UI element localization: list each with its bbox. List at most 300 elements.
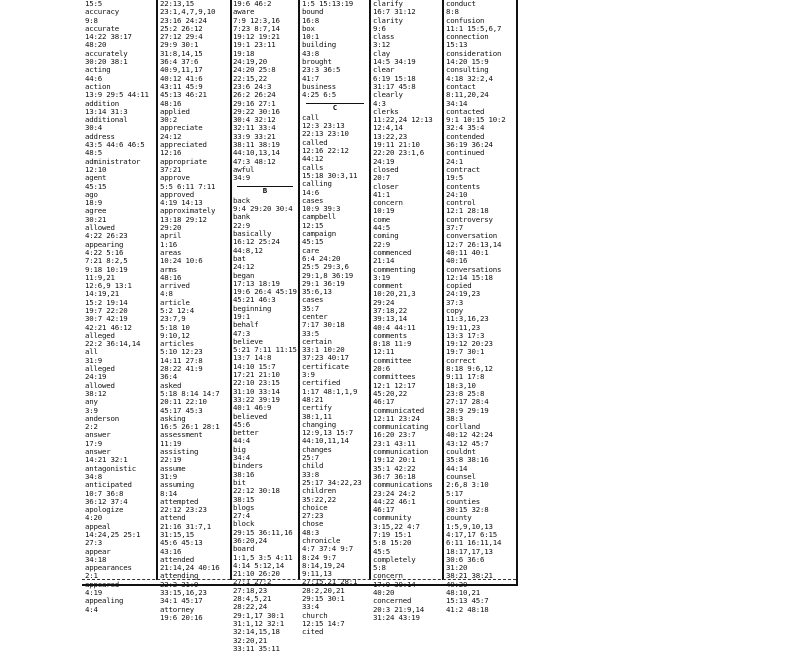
index-entry: 14:19,21: [85, 289, 119, 299]
index-entry: 40:4 44:11: [373, 322, 416, 332]
index-entry: arrived: [160, 281, 190, 291]
index-entry: 40:20: [446, 579, 468, 589]
index-page: [82, 0, 518, 653]
index-entry: 47:3 48:12: [233, 156, 276, 166]
index-entry: 18:17,17,13: [446, 546, 493, 556]
index-entry: bank: [233, 212, 250, 222]
index-entry: 8:11,20,24: [446, 90, 489, 100]
index-entry: 45:20,22: [373, 388, 407, 398]
index-entry: 2:2: [85, 422, 98, 432]
index-entry: 34:1 45:17: [160, 596, 203, 606]
index-entry: 22:13 23:10: [302, 129, 349, 139]
index-entry: appear: [85, 546, 111, 556]
index-entry: children: [302, 486, 336, 496]
index-entry: 40:12 41:6: [160, 73, 203, 83]
index-entry: 12:14 15:18: [446, 272, 493, 282]
index-entry: 29:15 36:11,16: [233, 527, 293, 537]
index-entry: 34:4: [233, 453, 250, 463]
index-entry: 19:11 21:10: [373, 140, 420, 150]
index-entry: big: [233, 444, 246, 454]
index-entry: clerks: [373, 106, 399, 116]
index-entry: agree: [85, 206, 107, 216]
index-entry: contended: [446, 131, 485, 141]
index-entry: 19:6 26:4 45:19: [233, 287, 297, 297]
index-entry: 5:17: [446, 488, 463, 498]
index-entry: 1:16: [160, 239, 177, 249]
index-entry: 5:8: [373, 563, 386, 573]
index-entry: county: [446, 513, 472, 523]
index-entry: business: [302, 81, 336, 91]
index-entry: call: [302, 112, 319, 122]
index-entry: chronicle: [302, 536, 341, 545]
index-entry: 23:1 43:11: [373, 438, 416, 448]
index-entry: 9:10,12: [160, 330, 190, 340]
index-entry: 30:20 38:1: [85, 57, 128, 67]
index-entry: 8:14: [160, 488, 177, 498]
index-entry: 27:1 27:2: [233, 577, 272, 587]
index-entry: 43:8: [302, 48, 319, 58]
index-entry: 13:3 17:3: [446, 330, 485, 340]
index-entry: 22:20 23:1,6: [373, 148, 424, 158]
index-entry: 15:2 19:14: [85, 297, 128, 307]
index-entry: 43:12 45:7: [446, 438, 489, 448]
index-entry: 19:12 20:1: [373, 455, 416, 465]
index-entry: better: [233, 428, 259, 438]
index-entry: consulting: [446, 65, 489, 75]
index-entry: 17:9: [85, 438, 102, 448]
index-entry: clearly: [373, 90, 403, 100]
index-entry: 28:22,24: [233, 602, 267, 612]
index-entry: 9:1 10:15 10:2: [446, 115, 506, 125]
index-entry: connection: [446, 32, 489, 42]
index-entry: 12:15: [302, 220, 324, 230]
index-entry: believed: [233, 411, 267, 421]
index-entry: 29:9 30:1: [160, 40, 199, 50]
index-entry: 23:16 24:24: [160, 15, 207, 25]
index-entry: 45:5: [373, 546, 390, 556]
index-entry: 32:20,21: [233, 635, 267, 645]
index-entry: 31:24 43:19: [373, 612, 420, 622]
index-column-4: [302, 0, 368, 637]
index-entry: 33:8: [302, 469, 319, 479]
index-entry: 1:1,5 3:5 4:11: [233, 552, 293, 562]
index-entry: 3:9: [302, 370, 315, 380]
index-entry: 19:1 23:11: [233, 40, 276, 50]
index-entry: attorney: [160, 604, 194, 614]
index-entry: 22:12 30:18: [233, 486, 280, 496]
index-entry: 7:9 12:3,16: [233, 15, 280, 25]
index-entry: campaign: [302, 229, 336, 239]
index-entry: calling: [302, 179, 332, 189]
index-entry: 40:1 46:9: [233, 403, 272, 413]
index-entry: brought: [302, 57, 332, 67]
index-entry: 45:6: [233, 419, 250, 429]
index-entry: 24:12: [160, 131, 182, 141]
index-entry: 33:9 33:21: [233, 131, 276, 141]
index-entry: 15:18 30:3,11: [302, 170, 358, 180]
index-entry: 12:16: [160, 148, 182, 158]
index-entry: addition: [85, 98, 119, 108]
index-entry: 44:14: [446, 463, 468, 473]
index-entry: 10:1: [302, 32, 319, 42]
column-rule: [298, 0, 300, 580]
index-entry: 22:2 36:14,14: [85, 339, 141, 349]
index-entry: 22:9: [233, 220, 250, 230]
index-entry: conduct: [446, 0, 476, 8]
index-entry: 29:20: [160, 223, 182, 233]
index-entry: 23:8 25:8: [446, 388, 485, 398]
index-entry: apologize: [85, 505, 124, 515]
index-entry: 23:1,4,7,9,10: [160, 7, 216, 17]
index-entry: 47:3: [233, 328, 250, 338]
index-entry: 9:6: [373, 23, 386, 33]
index-entry: 4:19 14:13: [160, 198, 203, 208]
index-entry: 15:5: [85, 0, 102, 8]
index-entry: 34:9: [233, 173, 250, 183]
index-entry: 13:18 29:12: [160, 214, 207, 224]
index-entry: 32:11 33:4: [233, 123, 276, 133]
index-entry: arms: [160, 264, 177, 274]
index-entry: concern: [373, 198, 403, 208]
index-entry: 36:20,24: [233, 536, 267, 545]
index-entry: 4:14 5:12,14: [233, 560, 284, 570]
index-entry: 1:17 48:1,1,9: [302, 386, 358, 396]
index-entry: 29:1,17 30:1: [233, 610, 284, 620]
index-entry: communicating: [373, 422, 429, 432]
index-entry: 19:7 30:1: [446, 347, 485, 357]
index-entry: areas: [160, 247, 182, 257]
index-entry: 36:4: [160, 372, 177, 382]
index-entry: began: [233, 270, 255, 280]
index-entry: 45:15: [302, 237, 324, 247]
index-entry: appearing: [85, 239, 124, 249]
index-entry: 12:4,14: [373, 123, 403, 133]
index-entry: 28:4,5,21: [233, 594, 272, 604]
index-entry: 5:10 12:23: [160, 347, 203, 357]
index-entry: 22:15,22: [233, 73, 267, 83]
index-entry: blogs: [233, 502, 255, 512]
index-entry: 4:4: [85, 604, 98, 614]
index-entry: 10:19: [373, 206, 395, 216]
index-entry: 1:5 15:13:19: [302, 0, 353, 8]
index-entry: 8:18 9:6,12: [446, 364, 493, 374]
index-entry: 22:2 31:9: [160, 579, 199, 589]
index-entry: 27:23: [302, 511, 324, 521]
index-entry: assisting: [160, 447, 199, 457]
index-entry: 43:16: [160, 546, 182, 556]
index-entry: 4:19: [85, 588, 102, 598]
index-entry: 40:12 42:24: [446, 430, 493, 440]
index-entry: 31:20: [446, 563, 468, 573]
index-entry: 30:6 36:6: [446, 554, 485, 564]
index-entry: 6:4 24:20: [302, 253, 341, 263]
index-entry: changes: [302, 444, 332, 454]
index-entry: 10:20,21,3: [373, 289, 416, 299]
index-entry: 2:6,8 3:10: [446, 480, 489, 490]
index-column-2: [160, 0, 228, 622]
index-entry: 30:7 42:19: [85, 314, 128, 324]
index-entry: cases: [302, 295, 324, 305]
index-entry: 38:21 38:21: [446, 571, 493, 581]
index-entry: box: [302, 23, 315, 33]
index-entry: 19:18: [233, 48, 255, 58]
index-entry: certificate: [302, 361, 349, 371]
index-entry: 40:9,11,17: [160, 65, 203, 75]
index-entry: accuracy: [85, 7, 119, 17]
index-entry: copy: [446, 305, 463, 315]
index-entry: 7:19 15:1: [373, 530, 412, 539]
index-entry: answer: [85, 430, 111, 440]
index-entry: antagonistic: [85, 463, 136, 473]
index-entry: concerned: [373, 596, 412, 606]
index-entry: 13:22,23: [373, 131, 407, 141]
index-entry: 5:18 10: [160, 322, 190, 332]
index-entry: 44:8,12: [233, 245, 263, 255]
index-entry: 29:24: [373, 297, 395, 307]
index-entry: 48:10,21: [446, 588, 480, 598]
index-entry: 10:24 10:6: [160, 256, 203, 266]
index-entry: awful: [233, 164, 255, 174]
index-entry: 4:20: [85, 513, 102, 523]
index-entry: 13:9 29:5 44:11: [85, 90, 149, 100]
index-entry: 24:10: [446, 189, 468, 199]
index-entry: 27:17 28:4: [446, 397, 489, 407]
index-entry: 12:1 28:18: [446, 206, 489, 216]
index-entry: 12:10: [85, 164, 107, 174]
index-entry: 14:5 34:19: [373, 57, 416, 67]
index-entry: 40:20: [373, 588, 395, 598]
index-entry: contacted: [446, 106, 485, 116]
bottom-rule: [82, 579, 516, 580]
index-entry: 38:11 38:19: [233, 140, 280, 150]
index-entry: 32:4 35:4: [446, 123, 485, 133]
index-entry: attend: [160, 513, 186, 523]
index-entry: 4:7 37:4 9:7: [302, 544, 353, 554]
index-entry: 40:11 40:1: [446, 247, 489, 257]
index-column-5: [373, 0, 441, 622]
index-entry: 24:20 25:8: [233, 65, 276, 75]
index-entry: 24:19: [373, 156, 395, 166]
index-entry: communication: [373, 447, 429, 457]
index-entry: approve: [160, 173, 190, 183]
index-entry: 6:11 16:11,14: [446, 538, 502, 548]
index-entry: 29:22 30:16: [233, 106, 280, 116]
index-entry: 1:5,9,10,13: [446, 521, 493, 531]
index-entry: 27:15,21 28:1: [302, 577, 358, 587]
index-entry: appeal: [85, 521, 111, 531]
index-entry: 35:1 42:22: [373, 463, 416, 473]
index-entry: 43:11 45:9: [160, 81, 203, 91]
index-entry: 35:22,22: [302, 494, 336, 504]
index-entry: 44:4: [233, 436, 250, 446]
index-entry: 41:1: [373, 189, 390, 199]
index-entry: attempted: [160, 496, 199, 506]
index-entry: article: [160, 297, 190, 307]
index-entry: 5:18 8:14 14:7: [160, 388, 220, 398]
index-entry: 38:3: [446, 413, 463, 423]
index-entry: 11:9,21: [85, 272, 115, 282]
index-entry: 33:22 39:19: [233, 394, 280, 404]
index-entry: choice: [302, 502, 328, 512]
index-entry: certified: [302, 378, 341, 388]
index-entry: 12:11 23:24: [373, 413, 420, 423]
index-entry: 12:9,13 15:7: [302, 428, 353, 438]
index-entry: 16:8: [302, 15, 319, 25]
index-entry: 36:4 37:6: [160, 57, 199, 67]
column-rule: [442, 0, 444, 580]
index-entry: 34:8: [85, 471, 102, 481]
index-entry: 22:10 23:15: [233, 378, 280, 388]
index-entry: 19:11,23: [446, 322, 480, 332]
index-entry: 19:1: [233, 311, 250, 321]
index-entry: 38:12: [85, 388, 107, 398]
index-entry: attending: [160, 571, 199, 581]
index-entry: 29:1 36:19: [302, 278, 345, 288]
index-entry: all: [85, 347, 98, 357]
index-entry: bound: [302, 7, 324, 17]
index-entry: 27:4: [233, 511, 250, 521]
index-entry: 23:6 24:3: [233, 81, 272, 91]
index-entry: 44:12: [302, 154, 324, 164]
index-entry: 48:5: [85, 148, 102, 158]
index-entry: 8:18 11:9: [373, 339, 412, 349]
index-entry: communicated: [373, 405, 424, 415]
index-entry: commenced: [373, 247, 412, 257]
index-entry: 40:16: [446, 256, 468, 266]
index-entry: consideration: [446, 48, 502, 58]
index-entry: 7:23 8:7,14: [233, 23, 280, 33]
index-entry: center: [302, 311, 328, 321]
index-entry: campbell: [302, 212, 336, 222]
index-entry: 12:15 14:7: [302, 618, 345, 628]
index-entry: 37:3: [446, 297, 463, 307]
index-entry: 19:6 46:2: [233, 0, 272, 8]
index-entry: 44:5: [373, 223, 390, 233]
index-entry: 9:11 17:8: [446, 372, 485, 382]
index-entry: 48:3: [302, 527, 319, 537]
index-entry: appreciate: [160, 123, 203, 133]
index-entry: couldnt: [446, 447, 476, 457]
index-entry: back: [233, 195, 250, 205]
index-entry: 14:20 15:9: [446, 57, 489, 67]
index-entry: 24:19,20: [233, 57, 267, 67]
index-entry: 12:11: [373, 347, 395, 357]
index-entry: 44:10,13,14: [233, 148, 280, 158]
index-entry: 35:8 38:16: [446, 455, 489, 465]
index-entry: 4:18 32:2,4: [446, 73, 493, 83]
index-entry: 20:7: [373, 173, 390, 183]
index-entry: block: [233, 519, 255, 529]
index-entry: 33:1 10:20: [302, 345, 345, 355]
index-entry: asked: [160, 380, 182, 390]
index-entry: 28:9 29:19: [446, 405, 489, 415]
index-entry: 21:10 26:20: [233, 569, 280, 579]
index-entry: 5:2 12:4: [160, 305, 194, 315]
index-entry: 25:7: [302, 453, 319, 463]
index-entry: 6:19 15:18: [373, 73, 416, 83]
index-entry: 35:7: [302, 303, 319, 313]
index-entry: 9:4 29:20 30:4: [233, 204, 293, 214]
index-entry: 27:3: [85, 538, 102, 548]
index-entry: 7:21 8:2,5: [85, 256, 128, 266]
index-entry: 29:1,8 36:19: [302, 270, 353, 280]
index-entry: 38:15: [233, 494, 255, 504]
index-entry: 23:3 36:5: [302, 65, 341, 75]
index-entry: 23:7,9: [160, 314, 186, 324]
index-entry: allowed: [85, 380, 115, 390]
index-entry: 3:19: [373, 272, 390, 282]
index-entry: assuming: [160, 480, 194, 490]
index-entry: 45:21 46:3: [233, 295, 276, 305]
index-entry: 18:3,10: [446, 380, 476, 390]
index-entry: 27:18,23: [233, 585, 267, 595]
index-column-1: [85, 0, 155, 614]
index-entry: child: [302, 461, 324, 471]
index-entry: binders: [233, 461, 263, 471]
index-entry: closer: [373, 181, 399, 191]
index-entry: 10:9 39:3: [302, 204, 341, 214]
section-letter: B: [237, 186, 293, 195]
index-entry: community: [373, 513, 412, 523]
index-entry: come: [373, 214, 390, 224]
index-entry: completely: [373, 554, 416, 564]
index-entry: attended: [160, 554, 194, 564]
index-entry: 14:24,25 25:1: [85, 530, 141, 539]
index-entry: acting: [85, 65, 111, 75]
index-entry: any: [85, 397, 98, 407]
index-entry: clay: [373, 48, 390, 58]
index-entry: 32:14,15,18: [233, 627, 280, 637]
index-column-3: [233, 0, 297, 653]
index-entry: 36:19 36:24: [446, 140, 493, 150]
index-entry: 21:14,24 40:16: [160, 563, 220, 573]
index-entry: alleged: [85, 330, 115, 340]
index-entry: 28:22 41:9: [160, 364, 203, 374]
index-entry: april: [160, 231, 182, 241]
index-entry: 4:22 26:23: [85, 231, 128, 241]
index-entry: 5:8 15:20: [373, 538, 412, 548]
index-entry: 31:1,12 32:1: [233, 618, 284, 628]
index-entry: 44:22 46:1: [373, 496, 416, 506]
index-entry: 25:17 34:22,23: [302, 477, 362, 487]
index-entry: 11:1 15:5,6,7: [446, 23, 502, 33]
index-entry: 12:6,9 13:1: [85, 281, 132, 291]
index-entry: 30:2: [160, 115, 177, 125]
index-entry: corlland: [446, 422, 480, 432]
index-entry: answer: [85, 447, 111, 457]
index-entry: 14:6: [302, 187, 319, 197]
index-entry: copied: [446, 281, 472, 291]
index-entry: comment: [373, 281, 403, 291]
index-entry: contract: [446, 164, 480, 174]
index-entry: 14:21 32:1: [85, 455, 128, 465]
index-entry: 2:1: [85, 571, 98, 581]
index-entry: 31:8,14,15: [160, 48, 203, 58]
index-entry: 48:16: [160, 272, 182, 282]
index-entry: 17:21 21:10: [233, 370, 280, 380]
index-entry: 46:17: [373, 397, 395, 407]
index-entry: 14:11 27:8: [160, 355, 203, 365]
index-entry: 24:1: [446, 156, 463, 166]
index-entry: closed: [373, 164, 399, 174]
index-entry: 12:16 22:12: [302, 146, 349, 156]
index-entry: 8:14,19,24: [302, 560, 345, 570]
index-entry: 19:12 19:21: [233, 32, 280, 42]
index-entry: administrator: [85, 156, 141, 166]
index-entry: 25:5 29:3,6: [302, 262, 349, 272]
index-entry: 31:10 33:14: [233, 386, 280, 396]
index-entry: 33:5: [302, 328, 319, 338]
